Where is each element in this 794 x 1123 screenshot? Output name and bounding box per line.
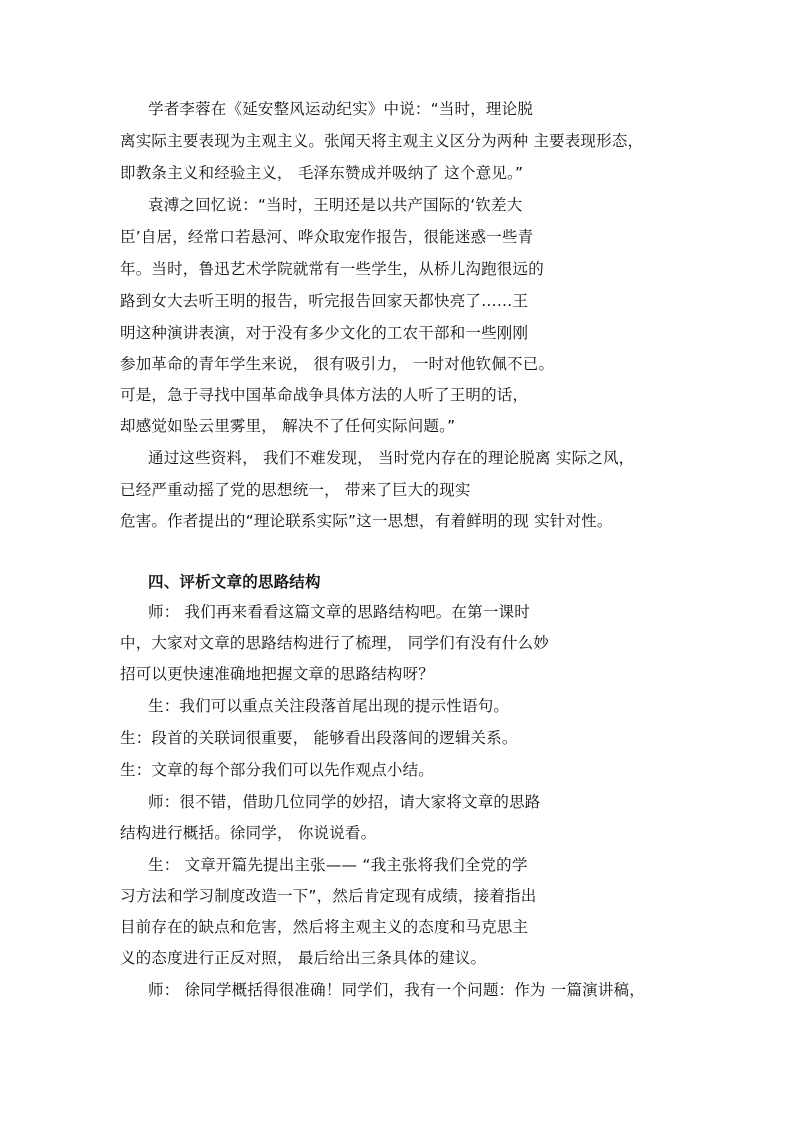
- text-line: 师： 我们再来看看这篇文章的思路结构吧。在第一课时: [148, 603, 530, 621]
- text-line: 已经严重动摇了党的思想统一， 带来了巨大的现实: [120, 481, 471, 499]
- text-line: 义的态度进行正反对照， 最后给出三条具体的建议。: [120, 949, 487, 967]
- text-line: 生：我们可以重点关注段落首尾出现的提示性语句。: [148, 697, 510, 715]
- text-line: 可是，急于寻找中国革命战争具体方法的人听了王明的话，: [120, 386, 529, 404]
- text-line: 路到女大去听王明的报告，听完报告回家天都快亮了……王: [120, 292, 529, 310]
- text-line: 却感觉如坠云里雾里， 解决不了任何实际问题。”: [120, 417, 456, 435]
- text-line: 臣’自居，经常口若悬河、哗众取宠作报告，很能迷惑一些青: [120, 228, 534, 246]
- text-line: 生： 文章开篇先提出主张—— “我主张将我们全党的学: [148, 856, 528, 874]
- text-line: 结构进行概括。徐同学， 你说说看。: [120, 824, 377, 842]
- text-line: 参加革命的青年学生来说， 很有吸引力， 一时对他钦佩不已。: [120, 355, 555, 373]
- text-line: 师： 徐同学概括得很准确！同学们，我有一个问题：作为 一篇演讲稿，: [148, 981, 645, 999]
- text-line: 生：段首的关联词很重要， 能够看出段落间的逻辑关系。: [120, 729, 518, 747]
- text-line: 中，大家对文章的思路结构进行了梳理， 同学们有没有什么妙: [120, 634, 550, 652]
- text-line: 即教条主义和经验主义， 毛泽东赞成并吸纳了 这个意见。”: [120, 164, 524, 182]
- text-line: 习方法和学习制度改造一下”，然后肯定现有成绩，接着指出: [120, 887, 537, 905]
- text-line: 学者李蓉在《延安整风运动纪实》中说：“当时，理论脱: [148, 100, 534, 118]
- text-line: 明这种演讲表演，对于没有多少文化的工农干部和一些刚刚: [120, 324, 529, 342]
- text-line: 袁溥之回忆说：“当时，王明还是以共产国际的‘钦差大: [148, 196, 523, 214]
- text-line: 通过这些资料， 我们不难发现， 当时党内存在的理论脱离 实际之风，: [148, 449, 635, 467]
- text-line: 年。当时，鲁迅艺术学院就常有一些学生，从桥儿沟跑很远的: [120, 260, 544, 278]
- text-line: 招可以更快速准确地把握文章的思路结构呀？: [120, 665, 435, 683]
- text-line: 离实际主要表现为主观主义。张闻天将主观主义区分为两种 主要表现形态，: [120, 132, 644, 150]
- section-heading: 四、评析文章的思路结构: [148, 573, 321, 591]
- text-line: 危害。作者提出的“理论联系实际”这一思想，有着鲜明的现 实针对性。: [120, 512, 613, 530]
- text-line: 师：很不错，借助几位同学的妙招，请大家将文章的思路: [148, 793, 541, 811]
- text-line: 生：文章的每个部分我们可以先作观点小结。: [120, 761, 435, 779]
- text-line: 目前存在的缺点和危害，然后将主观主义的态度和马克思主: [120, 918, 529, 936]
